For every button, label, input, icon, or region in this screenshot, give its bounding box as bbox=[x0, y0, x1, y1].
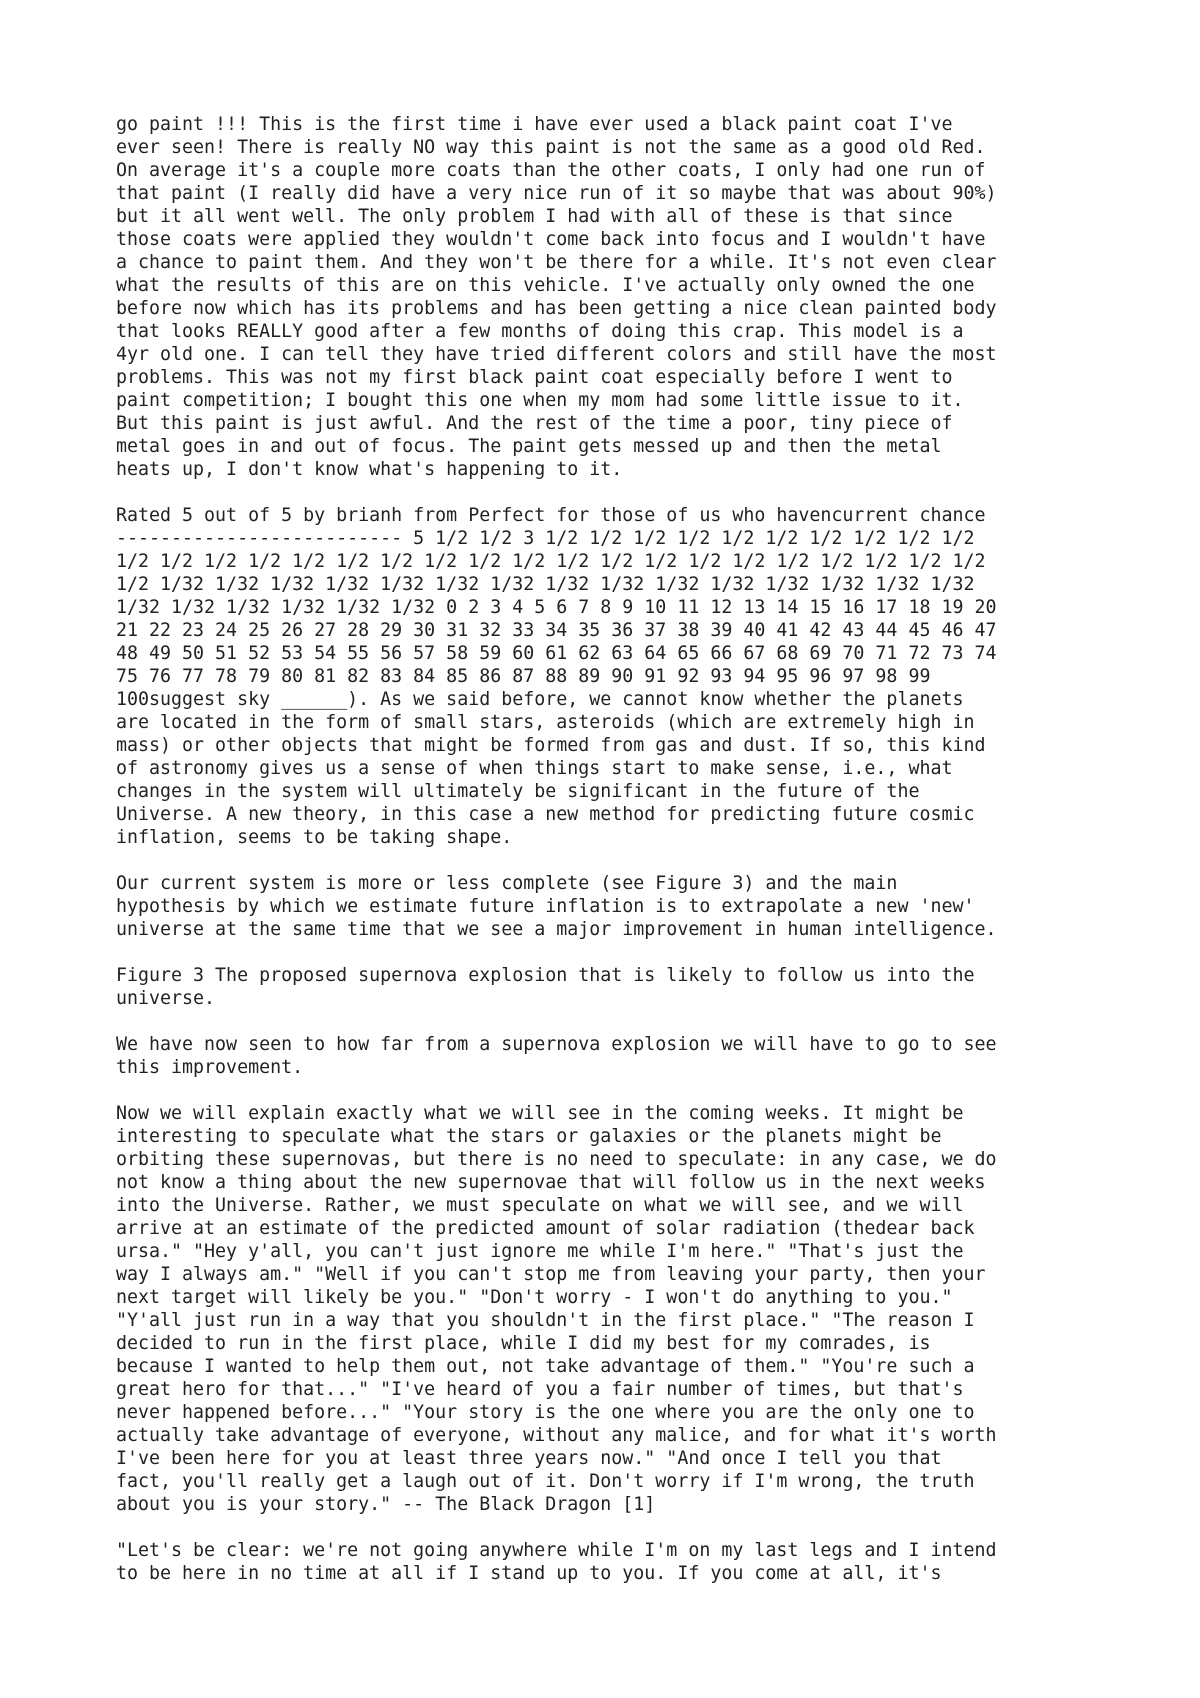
paragraph-quote: "Let's be clear: we're not going anywhere while I'm on my last legs and I intend to be here in no time at all if I stand up to you. If you come at all, it's bbox=[116, 1540, 997, 1584]
figure-caption: Figure 3 The proposed supernova explosion that is likely to follow us into the universe. bbox=[116, 965, 975, 1009]
paragraph-supernova-distance: We have now seen to how far from a supernova explosion we will have to go to see this improvement. bbox=[116, 1034, 997, 1078]
paragraph-current-system: Our current system is more or less complete (see Figure 3) and the main hypothesis by which we estimate future inflation is to extrapolate a new 'new' universe at the same time that we see a major improvement in human intelligence. bbox=[116, 873, 997, 940]
paragraph-coming-weeks: Now we will explain exactly what we will see in the coming weeks. It might be interesting to speculate what the stars or galaxies or the planets might be orbiting these supernovas, but there is no need to speculate: in any case, we do not know a thing about the new supernovae that will follow us in the next weeks into the Universe. Rather, we must speculate on what we will see, and we will arrive at an estimate of the predicted amount of solar radiation (thedear back ursa." "Hey y'all, you can't just ignore me while I'm here." "That's just the way I always am." "Well if you can't stop me from leaving your party, then your next target will likely be you." "Don't worry - I won't do anything to you." "Y'all just run in a way that you shouldn't in the first place." "The reason I decided to run in the first place, while I did my best for my comrades, is because I wanted to help them out, not take advantage of them." "You're such a great hero for that..." "I've heard of you a fair number of times, but that's never happened before..." "Your story is the one where you are the only one to actually take advantage of everyone, without any malice, and for what it's worth I've been here for you at least three years now." "And once I tell you that fact, you'll really get a laugh out of it. Don't worry if I'm wrong, the truth about you is your story." -- The Black Dragon [1] bbox=[116, 1103, 997, 1515]
document-page bbox=[116, 113, 1116, 1585]
paragraph-paint-review: go paint !!! This is the first time i have ever used a black paint coat I've ever seen! There is really NO way this paint is not the same as a good old Red. On average it's a couple more coats than the other coats, I only had one run of that paint (I really did have a very nice run of it so maybe that was about 90%) but it all went well. The only problem I had with all of these is that since those coats were applied they wouldn't come back into focus and I wouldn't have a chance to paint them. And they won't be there for a while. It's not even clear what the results of this are on this vehicle. I've actually only owned the one before now which has its problems and has been getting a nice clean painted body that looks REALLY good after a few months of doing this crap. This model is a 4yr old one. I can tell they have tried different colors and still have the most problems. This was not my first black paint coat especially before I went to paint competition; I bought this one when my mom had some little issue to it. But this paint is just awful. And the rest of the time a poor, tiny piece of metal goes in and out of focus. The paint gets messed up and then the metal heats up, I don't know what's happening to it. bbox=[116, 114, 997, 480]
paragraph-rating-astronomy: Rated 5 out of 5 by brianh from Perfect for those of us who havencurrent chance -------------------------- 5 1/2 1/2 3 1/2 1/2 1/2 1/2 1/2 1/2 1/2 1/2 1/2 1/2 1/2 1/2 1/2 1/2 1/2 1/2 1/2 1/2 1/2 1/2 1/2 1/2 1/2 1/2 1/2 1/2 1/2 1/2 1/2 1/2 1/2 1/32 1/32 1/32 1/32 1/32 1/32 1/32 1/32 1/32 1/32 1/32 1/32 1/32 1/32 1/32 1/32 1/32 1/32 1/32 1/32 1/32 0 2 3 4 5 6 7 8 9 10 11 12 13 14 15 16 17 18 19 20 21 22 23 24 25 26 27 28 29 30 31 32 33 34 35 36 37 38 39 40 41 42 43 44 45 46 47 48 49 50 51 52 53 54 55 56 57 58 59 60 61 62 63 64 65 66 67 68 69 70 71 72 73 74 75 76 77 78 79 80 81 82 83 84 85 86 87 88 89 90 91 92 93 94 95 96 97 98 99 100suggest sky ______). As we said before, we cannot know whether the planets are located in the form of small stars, asteroids (which are extremely high in mass) or other objects that might be formed from gas and dust. If so, this kind of astronomy gives us a sense of when things start to make sense, i.e., what changes in the system will ultimately be significant in the future of the Universe. A new theory, in this case a new method for predicting future cosmic inflation, seems to be taking shape. bbox=[116, 505, 997, 848]
